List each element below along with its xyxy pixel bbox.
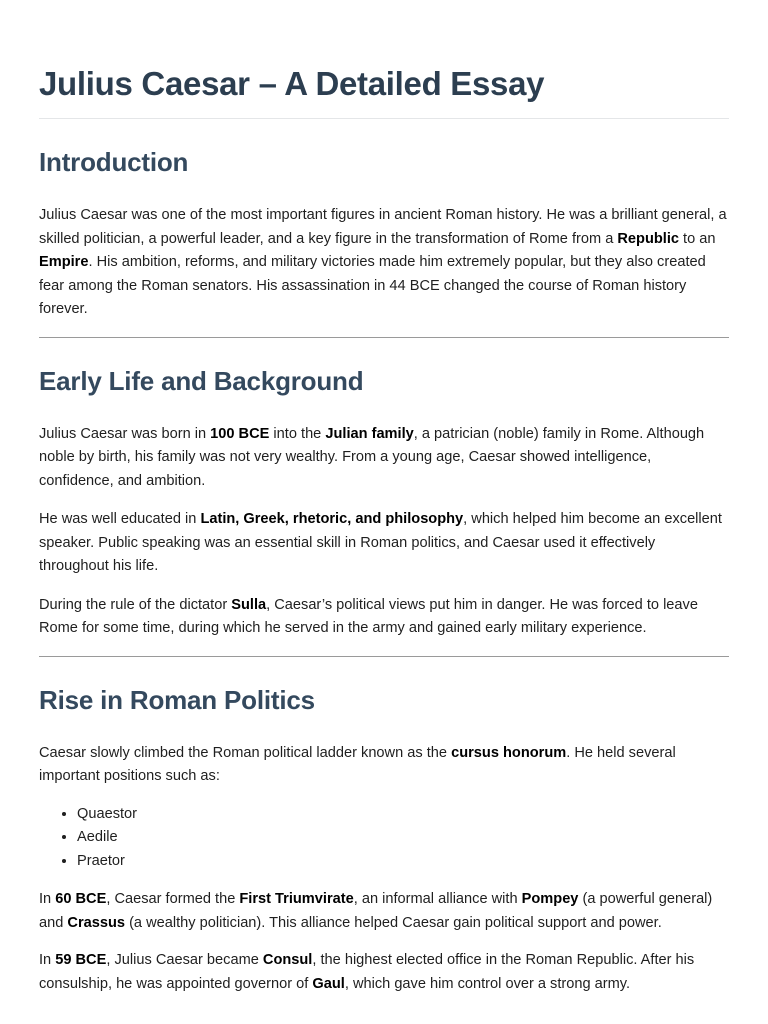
bold-text: 100 BCE <box>210 425 270 442</box>
politics-paragraph-2 <box>39 888 729 935</box>
bold-text: Julian family <box>325 425 414 442</box>
list-item: • Aedile <box>77 826 729 850</box>
text-run: In <box>39 891 56 907</box>
text-run: to an <box>679 230 716 247</box>
early-life-paragraph-3 <box>39 594 729 641</box>
page-title: Julius Caesar – A Detailed Essay <box>39 65 545 102</box>
text-run: , Julius Caesar became <box>106 952 263 968</box>
bold-text: 59 BCE <box>55 952 107 968</box>
bold-text: Gaul <box>312 975 345 992</box>
bold-text: Empire <box>39 254 89 270</box>
text-run: , which helped him become an excellent speaker. Public speaking was an essential skill in Roman politics, and Caesar used it effectively throughout his life. <box>39 511 722 574</box>
text-run: (a wealthy politician). This alliance helped Caesar gain political support and power. <box>125 914 662 931</box>
text-run: Julius Caesar was born in <box>39 425 211 442</box>
bold-text: Consul <box>262 952 313 968</box>
text-run: . His ambition, reforms, and military victories made him extremely popular, but they also created fear among the Roman senators. His assassination in 44 BCE changed the course of Roman history forever. <box>39 254 706 317</box>
list-item: • Praetor <box>77 850 729 874</box>
section-divider <box>39 656 729 657</box>
early-life-paragraph-2 <box>39 508 729 579</box>
bold-text: First Triumvirate <box>239 891 354 907</box>
text-run: , Caesar formed the <box>106 891 240 907</box>
list-item: • Quaestor <box>77 803 729 827</box>
bold-text: Republic <box>617 230 679 247</box>
text-run: (a powerful general) and <box>39 891 713 931</box>
bold-text: Crassus <box>67 914 126 931</box>
text-run: into the <box>269 425 326 442</box>
intro-paragraph <box>39 204 729 322</box>
section-heading-early-life: Early Life and Background <box>39 365 364 396</box>
section-divider <box>39 337 729 338</box>
text-run: He was well educated in <box>39 511 201 527</box>
bold-text: cursus honorum <box>451 744 567 761</box>
politics-paragraph-3 <box>39 949 729 996</box>
text-run: , the highest elected office in the Roman Republic. After his consulship, he was appointed governor of <box>39 952 695 992</box>
text-run: , a patrician (noble) family in Rome. Although noble by birth, his family was not very wealthy. From a young age, Caesar showed intelligence, confidence, and ambition. <box>39 425 705 489</box>
section-heading-rise-in-politics: Rise in Roman Politics <box>39 684 315 715</box>
bold-text: Pompey <box>521 891 579 907</box>
text-run: . He held several important positions such as: <box>39 744 676 784</box>
bold-text: Latin, Greek, rhetoric, and philosophy <box>200 511 464 527</box>
bold-text: Sulla <box>231 596 267 613</box>
text-run: , which gave him control over a strong army. <box>344 975 631 992</box>
early-life-paragraph-1 <box>39 423 729 494</box>
bold-text: 60 BCE <box>55 891 107 907</box>
title-divider <box>39 118 729 119</box>
text-run: Caesar slowly climbed the Roman political ladder known as the <box>39 744 452 761</box>
text-run: Julius Caesar was one of the most important figures in ancient Roman history. He was a brilliant general, a skilled politician, a powerful leader, and a key figure in the transformation of Rome from a <box>39 207 727 247</box>
offices-list <box>39 803 729 874</box>
politics-paragraph-1 <box>39 742 729 789</box>
text-run: , an informal alliance with <box>353 891 522 907</box>
text-run: In <box>39 952 56 968</box>
text-run: During the rule of the dictator <box>39 596 232 613</box>
text-run: , Caesar’s political views put him in danger. He was forced to leave Rome for some time, during which he served in the army and gained early military experience. <box>39 596 698 636</box>
section-heading-introduction: Introduction <box>39 147 189 177</box>
